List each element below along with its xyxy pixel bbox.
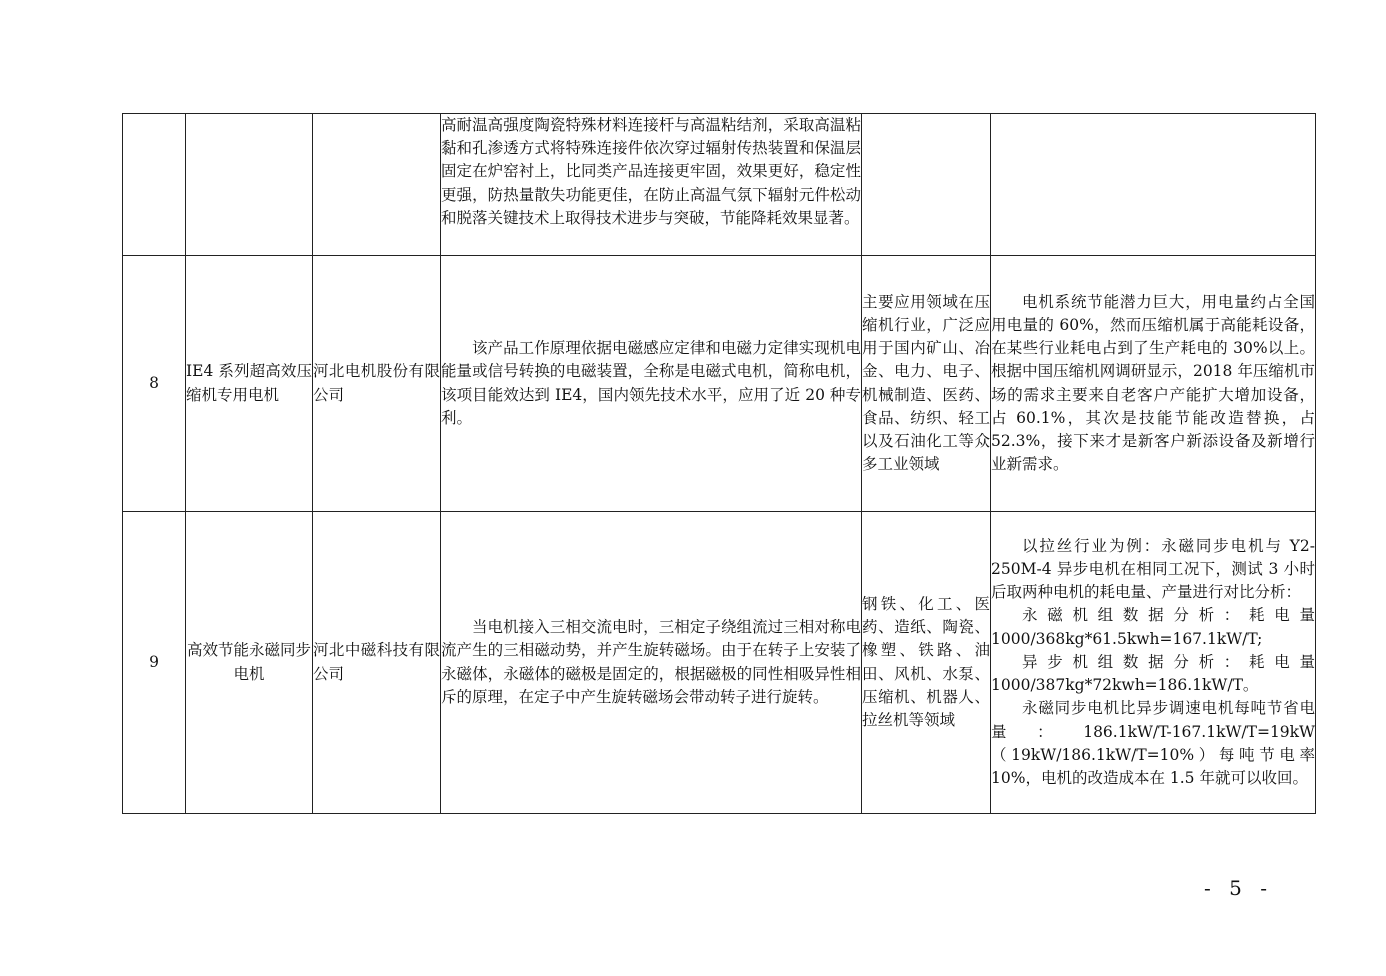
description-paragraph: 高耐温高强度陶瓷特殊材料连接杆与高温粘结剂，采取高温粘黏和孔渗透方式将特殊连接件依次穿过辐射传热装置和保温层固定在炉窑衬上，比同类产品连接更牢固，效果更好，稳定性更强，防热量散失功能更佳，在防止高温气氛下辐射元件松动和脱落关键技术上取得技术进步与突破，节能降耗效果显著。: [441, 116, 861, 227]
application-field: 主要应用领域在压缩机行业，广泛应用于国内矿山、冶金、电力、电子、机械制造、医药、食品、纺织、轻工以及石油化工等众多工业领域: [862, 256, 991, 512]
product-description: [441, 512, 862, 814]
row-number: [123, 114, 186, 256]
description-paragraph: 该产品工作原理依据电磁感应定律和电磁力定律实现机电能量或信号转换的电磁装置，全称是电磁式电机，简称电机，该项目能效达到 IE4，国内领先技术水平，应用了近 20 种专利。: [441, 339, 861, 427]
product-name: IE4 系列超高效压缩机专用电机: [186, 256, 313, 512]
benefit-analysis: [991, 256, 1316, 512]
benefit-paragraph: 异步机组数据分析：耗电量 1000/387kg*72kwh=186.1kW/T。: [991, 652, 1315, 695]
table-row: [123, 256, 1316, 512]
product-description: [441, 114, 862, 256]
table-row: [123, 512, 1316, 814]
product-name: 高效节能永磁同步电机: [186, 512, 313, 814]
company-name: 河北电机股份有限公司: [313, 256, 441, 512]
product-description: [441, 256, 862, 512]
row-number: 9: [123, 512, 186, 814]
benefit-analysis: [991, 512, 1316, 814]
benefit-analysis: [991, 114, 1316, 256]
benefit-paragraph: 以拉丝行业为例：永磁同步电机与 Y2-250M-4 异步电机在相同工况下，测试 3 小时后取两种电机的耗电量、产量进行对比分析：: [991, 536, 1315, 602]
product-name: [186, 114, 313, 256]
benefit-paragraph: 电机系统节能潜力巨大，用电量约占全国用电量的 60%，然而压缩机属于高能耗设备，在某些行业耗电占到了生产耗电的 30%以上。根据中国压缩机网调研显示，2018 年压缩机市场的需求主要来自老客户产能扩大增加设备，占 60.1%，其次是技能节能改造替换，占 52.3%，接下来才是新客户新添设备及新增行业新需求。: [991, 292, 1315, 474]
benefit-paragraph: 永磁机组数据分析：耗电量 1000/368kg*61.5kwh=167.1kW/T;: [991, 606, 1315, 648]
application-field: 钢铁、化工、医药、造纸、陶瓷、橡塑、铁路、油田、风机、水泵、压缩机、机器人、拉丝机等领域: [862, 512, 991, 814]
product-table: [122, 113, 1316, 814]
company-name: 河北中磁科技有限公司: [313, 512, 441, 814]
company-name: [313, 114, 441, 256]
row-number: 8: [123, 256, 186, 512]
page-number: - 5 -: [1204, 876, 1273, 900]
benefit-paragraph: 永磁同步电机比异步调速电机每吨节省电量：186.1kW/T-167.1kW/T=19kW（19kW/186.1kW/T=10%）每吨节电率 10%，电机的改造成本在 1.5 年就可以收回。: [991, 699, 1315, 787]
table-row: [123, 114, 1316, 256]
description-paragraph: 当电机接入三相交流电时，三相定子绕组流过三相对称电流产生的三相磁动势，并产生旋转磁场。由于在转子上安装了永磁体，永磁体的磁极是固定的，根据磁极的同性相吸异性相斥的原理，在定子中产生旋转磁场会带动转子进行旋转。: [441, 618, 861, 706]
application-field: [862, 114, 991, 256]
